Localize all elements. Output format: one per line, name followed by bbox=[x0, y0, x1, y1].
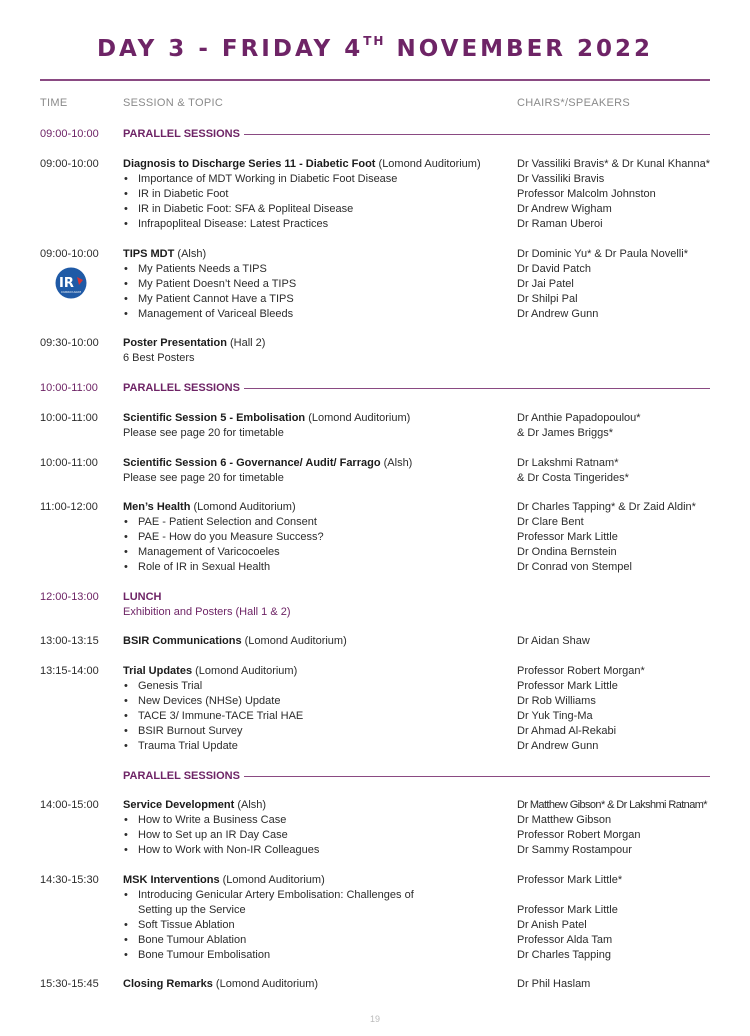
topic-list bbox=[123, 172, 513, 232]
list-item: • Infrapopliteal Disease: Latest Practices bbox=[123, 217, 513, 232]
list-item: • My Patient Doesn’t Need a TIPS bbox=[123, 277, 513, 292]
section-rule bbox=[244, 776, 710, 777]
section-rule bbox=[244, 134, 710, 135]
speaker-name bbox=[517, 888, 717, 903]
speaker-name: Professor Mark Little bbox=[517, 531, 618, 543]
speaker-name: Dr Clare Bent bbox=[517, 516, 584, 528]
logo-text: IR bbox=[59, 276, 74, 291]
speaker-list bbox=[517, 798, 717, 858]
speaker-list bbox=[517, 247, 717, 322]
speaker-name: Professor Alda Tam bbox=[517, 934, 613, 946]
list-item: • Management of Variceal Bleeds bbox=[123, 307, 513, 322]
speaker-name: Dr Charles Tapping* & Dr Zaid Aldin* bbox=[517, 501, 696, 513]
list-item: • My Patients Needs a TIPS bbox=[123, 262, 513, 277]
speaker-name: Dr David Patch bbox=[517, 263, 591, 275]
speaker-name: Dr Anthie Papadopoulou* bbox=[517, 412, 641, 424]
speaker-name: Professor Malcolm Johnston bbox=[517, 188, 656, 200]
list-item: • IR in Diabetic Foot bbox=[123, 187, 513, 202]
topic-list bbox=[123, 679, 513, 754]
list-item: • Genesis Trial bbox=[123, 679, 513, 694]
speaker-name: Dr Rob Williams bbox=[517, 695, 596, 707]
topic-list bbox=[123, 515, 513, 575]
list-item: • Bone Tumour Embolisation bbox=[123, 948, 513, 963]
list-item: • Bone Tumour Ablation bbox=[123, 933, 513, 948]
list-item: • How to Work with Non-IR Colleagues bbox=[123, 843, 513, 858]
list-item: • Role of IR in Sexual Health bbox=[123, 560, 513, 575]
speaker-name: Professor Mark Little* bbox=[517, 874, 623, 886]
list-item: • Soft Tissue Ablation bbox=[123, 918, 513, 933]
speaker-name: Dr Shilpi Pal bbox=[517, 293, 578, 305]
list-item: • IR in Diabetic Foot: SFA & Popliteal Disease bbox=[123, 202, 513, 217]
header-time: TIME bbox=[40, 97, 68, 109]
speaker-name: Professor Robert Morgan* bbox=[517, 665, 645, 677]
speaker-name: Dr Vassiliki Bravis bbox=[517, 173, 605, 185]
speaker-name: Dr Vassiliki Bravis* & Dr Kunal Khanna* bbox=[517, 158, 710, 170]
title-divider bbox=[40, 79, 710, 81]
header-chairs: CHAIRS*/SPEAKERS bbox=[517, 97, 631, 109]
page-title: DAY 3 - FRIDAY 4TH NOVEMBER 2022 bbox=[96, 34, 654, 62]
list-item: • TACE 3/ Immune-TACE Trial HAE bbox=[123, 709, 513, 724]
speaker-name: Dr Ondina Bernstein bbox=[517, 546, 617, 558]
speaker-list bbox=[517, 411, 717, 441]
list-item: • PAE - Patient Selection and Consent bbox=[123, 515, 513, 530]
speaker-name: Professor Robert Morgan bbox=[517, 829, 641, 841]
list-item: • Management of Varicocoeles bbox=[123, 545, 513, 560]
list-item: • PAE - How do you Measure Success? bbox=[123, 530, 513, 545]
list-item: • Introducing Genicular Artery Embolisation: Challenges of bbox=[123, 888, 513, 903]
ir-curriculum-logo-icon bbox=[50, 267, 92, 299]
page-number: 19 bbox=[369, 1014, 380, 1024]
speaker-name: Dr Matthew Gibson bbox=[517, 814, 612, 826]
speaker-name: & Dr James Briggs* bbox=[517, 427, 613, 439]
speaker-name: Dr Anish Patel bbox=[517, 919, 587, 931]
speaker-name: Dr Dominic Yu* & Dr Paula Novelli* bbox=[517, 248, 688, 260]
list-item: • New Devices (NHSe) Update bbox=[123, 694, 513, 709]
speaker-list bbox=[517, 456, 717, 486]
speaker-list bbox=[517, 157, 717, 232]
list-item: • How to Set up an IR Day Case bbox=[123, 828, 513, 843]
speaker-name: Dr Andrew Gunn bbox=[517, 308, 599, 320]
speaker-name: Dr Matthew Gibson* & Dr Lakshmi Ratnam* bbox=[517, 799, 707, 811]
speaker-name: Dr Andrew Gunn bbox=[517, 740, 599, 752]
speaker-name: Dr Sammy Rostampour bbox=[517, 844, 632, 856]
speaker-name: & Dr Costa Tingerides* bbox=[517, 472, 629, 484]
speaker-name: Professor Mark Little bbox=[517, 680, 618, 692]
header-session: SESSION & TOPIC bbox=[123, 97, 224, 109]
list-item: • How to Write a Business Case bbox=[123, 813, 513, 828]
list-item: • Importance of MDT Working in Diabetic Foot Disease bbox=[123, 172, 513, 187]
topic-list bbox=[123, 813, 513, 858]
speaker-name: Dr Raman Uberoi bbox=[517, 218, 603, 230]
topic-list: • Introducing Genicular Artery Embolisation: Challenges of Setting up the Service • Soft Tissue Ablation • Bone Tumour Ablation • Bone Tumour Embolisation bbox=[123, 888, 513, 963]
speaker-list bbox=[517, 500, 717, 575]
speaker-list bbox=[517, 664, 717, 754]
speaker-list: Dr Aidan Shaw bbox=[517, 635, 590, 647]
speaker-name: Dr Conrad von Stempel bbox=[517, 561, 632, 573]
speaker-name: Dr Ahmad Al-Rekabi bbox=[517, 725, 617, 737]
speaker-name: Professor Mark Little bbox=[517, 904, 618, 916]
speaker-name: Dr Andrew Wigham bbox=[517, 203, 612, 215]
speaker-name: Dr Lakshmi Ratnam* bbox=[517, 457, 619, 469]
topic-list bbox=[123, 262, 513, 322]
list-item: • My Patient Cannot Have a TIPS bbox=[123, 292, 513, 307]
speaker-name: Dr Charles Tapping bbox=[517, 949, 611, 961]
list-item: • Trauma Trial Update bbox=[123, 739, 513, 754]
list-item: • BSIR Burnout Survey bbox=[123, 724, 513, 739]
section-rule bbox=[244, 388, 710, 389]
speaker-name: Dr Jai Patel bbox=[517, 278, 574, 290]
speaker-name: Dr Yuk Ting-Ma bbox=[517, 710, 593, 722]
logo-subtext: CURRICULUM bbox=[61, 290, 81, 294]
speaker-list: Dr Phil Haslam bbox=[517, 978, 591, 990]
speaker-list bbox=[517, 873, 717, 963]
